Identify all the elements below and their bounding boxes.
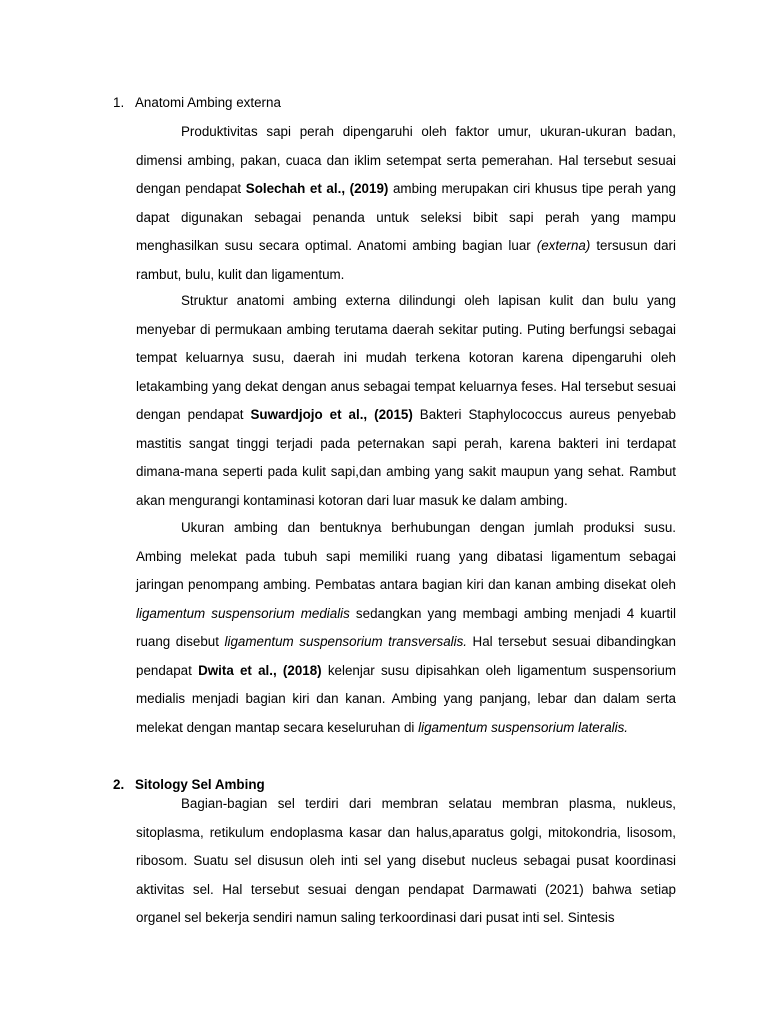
paragraph-text: Struktur anatomi ambing externa dilindungi oleh lapisan kulit dan bulu yang menyebar di permukaan ambing terutama daerah sekitar puting. Puting berfungsi sebagai tempat keluarnya susu, daerah ini mudah terkena kotoran karena dipengaruhi oleh letakambing yang dekat dengan anus sebagai tempat keluarnya feses. Hal tersebut sesuai dengan pendapat [136, 293, 676, 422]
paragraph-text: Ukuran ambing dan bentuknya berhubungan dengan jumlah produksi susu. Ambing melekat pada tubuh sapi memiliki ruang yang dibatasi ligamentum sebagai jaringan penompang ambing. Pembatas antara bagian kiri dan kanan ambing disekat oleh [136, 520, 676, 592]
citation-dwita: Dwita et al., (2018) [198, 662, 322, 678]
paragraph-text: ambing merupakan ciri khusus tipe perah yang dapat digunakan sebagai penanda untuk seleksi bibit sapi perah yang mampu menghasilkan susu secara optimal. Anatomi ambing bagian luar [136, 181, 676, 253]
paragraph-text: Produktivitas sapi perah dipengaruhi oleh faktor umur, ukuran-ukuran badan, dimensi ambing, pakan, cuaca dan iklim setempat serta pemerahan. Hal tersebut sesuai dengan pendapat [136, 124, 676, 196]
paragraph-text: Hal tersebut sesuai dibandingkan pendapat [136, 634, 676, 678]
paragraph-text: Bakteri Staphylococcus aureus penyebab mastitis sangat tinggi terjadi pada peternakan sapi perah, karena bakteri ini terdapat dimana-mana seperti pada kulit sapi,dan ambing yang sakit maupun yang sehat. Rambut akan mengurangi kontaminasi kotoran dari luar masuk ke dalam ambing. [136, 407, 676, 508]
term-ligamentum-transversalis: ligamentum suspensorium transversalis. [224, 634, 468, 649]
section-1-paragraph-3 [136, 514, 676, 742]
term-ligamentum-medialis: ligamentum suspensorium medialis [136, 605, 350, 621]
section-1-paragraph-2 [136, 287, 676, 515]
term-ligamentum-lateralis: ligamentum suspensorium lateralis. [418, 719, 629, 735]
paragraph-text: Bagian-bagian sel terdiri dari membran selatau membran plasma, nukleus, sitoplasma, retikulum endoplasma kasar dan halus,aparatus golgi, mitokondria, lisosom, ribosom. Suatu sel disusun oleh inti sel yang disebut nucleus sebagai pusat koordinasi aktivitas sel. Hal tersebut sesuai dengan pendapat Darmawati (2021) bahwa setiap organel sel bekerja sendiri namun saling terkoordinasi dari pusat inti sel. Sintesis [136, 796, 676, 925]
section-2-number: 2. [113, 777, 125, 792]
citation-solechah: Solechah et al., (2019) [245, 181, 389, 196]
paragraph-text: tersusun dari rambut, bulu, kulit dan ligamentum. [136, 238, 676, 282]
term-externa: (externa) [536, 238, 591, 253]
section-2-title: Sitology Sel Ambing [135, 777, 265, 792]
section-1-number: 1. [113, 95, 125, 110]
paragraph-text: kelenjar susu dipisahkan oleh ligamentum suspensorium medialis menjadi bagian kiri dan kanan. Ambing yang panjang, lebar dan dalam serta melekat dengan mantap secara keseluruhan di [136, 662, 676, 735]
paragraph-text: sedangkan yang membagi ambing menjadi 4 kuartil ruang disebut [136, 605, 676, 649]
section-1-paragraph-1 [136, 118, 676, 289]
section-1-title: Anatomi Ambing externa [135, 95, 281, 110]
section-1-heading [113, 94, 673, 112]
section-2-paragraph-1 [136, 790, 676, 933]
citation-suwardjojo: Suwardjojo et al., (2015) [250, 407, 413, 422]
